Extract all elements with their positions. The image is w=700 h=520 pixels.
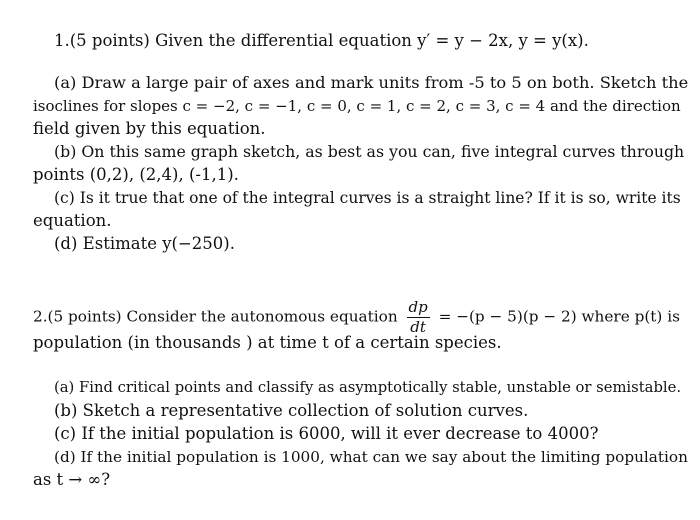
- problem-2-part-a: (a) Find critical points and classify as asymptotically stable, unstable or semistable.: [54, 379, 682, 396]
- problem-1-part-c-line-2: equation.: [33, 211, 112, 230]
- problem-2-heading-line-2: population (in thousands ) at time t of a certain species.: [33, 333, 502, 352]
- problem-1-heading: 1.(5 points) Given the differential equation y′ = y − 2x, y = y(x).: [54, 31, 589, 50]
- problem-1-part-c-line-1: (c) Is it true that one of the integral curves is a straight line? If it is so, write its: [54, 189, 681, 207]
- fraction-numerator: dp: [408, 298, 428, 316]
- problem-1-part-d: (d) Estimate y(−250).: [54, 234, 235, 253]
- problem-1-part-b-line-2: points (0,2), (2,4), (-1,1).: [33, 165, 239, 184]
- problem-2-part-d-line-2: as t → ∞?: [33, 470, 111, 489]
- problem-2-heading-before: 2.(5 points) Consider the autonomous equation: [33, 307, 398, 326]
- problem-2-heading-line-1: [33, 300, 680, 335]
- dp-dt-fraction: [407, 300, 430, 335]
- problem-2-part-c: (c) If the initial population is 6000, will it ever decrease to 4000?: [54, 424, 599, 443]
- problem-1-part-b-line-1: (b) On this same graph sketch, as best as you can, five integral curves through: [54, 142, 685, 161]
- problem-2-part-b: (b) Sketch a representative collection of solution curves.: [54, 401, 529, 420]
- problem-1-part-a-line-1: (a) Draw a large pair of axes and mark units from -5 to 5 on both. Sketch the: [54, 73, 689, 92]
- fraction-denominator: dt: [410, 318, 426, 336]
- problem-1-part-a-line-2: isoclines for slopes c = −2, c = −1, c = 0, c = 1, c = 2, c = 3, c = 4 and the direction: [33, 97, 681, 115]
- problem-2-part-d-line-1: (d) If the initial population is 1000, what can we say about the limiting population: [54, 448, 688, 466]
- problem-2-heading-after: = −(p − 5)(p − 2) where p(t) is: [438, 307, 680, 326]
- problem-1-part-a-line-3: field given by this equation.: [33, 119, 266, 138]
